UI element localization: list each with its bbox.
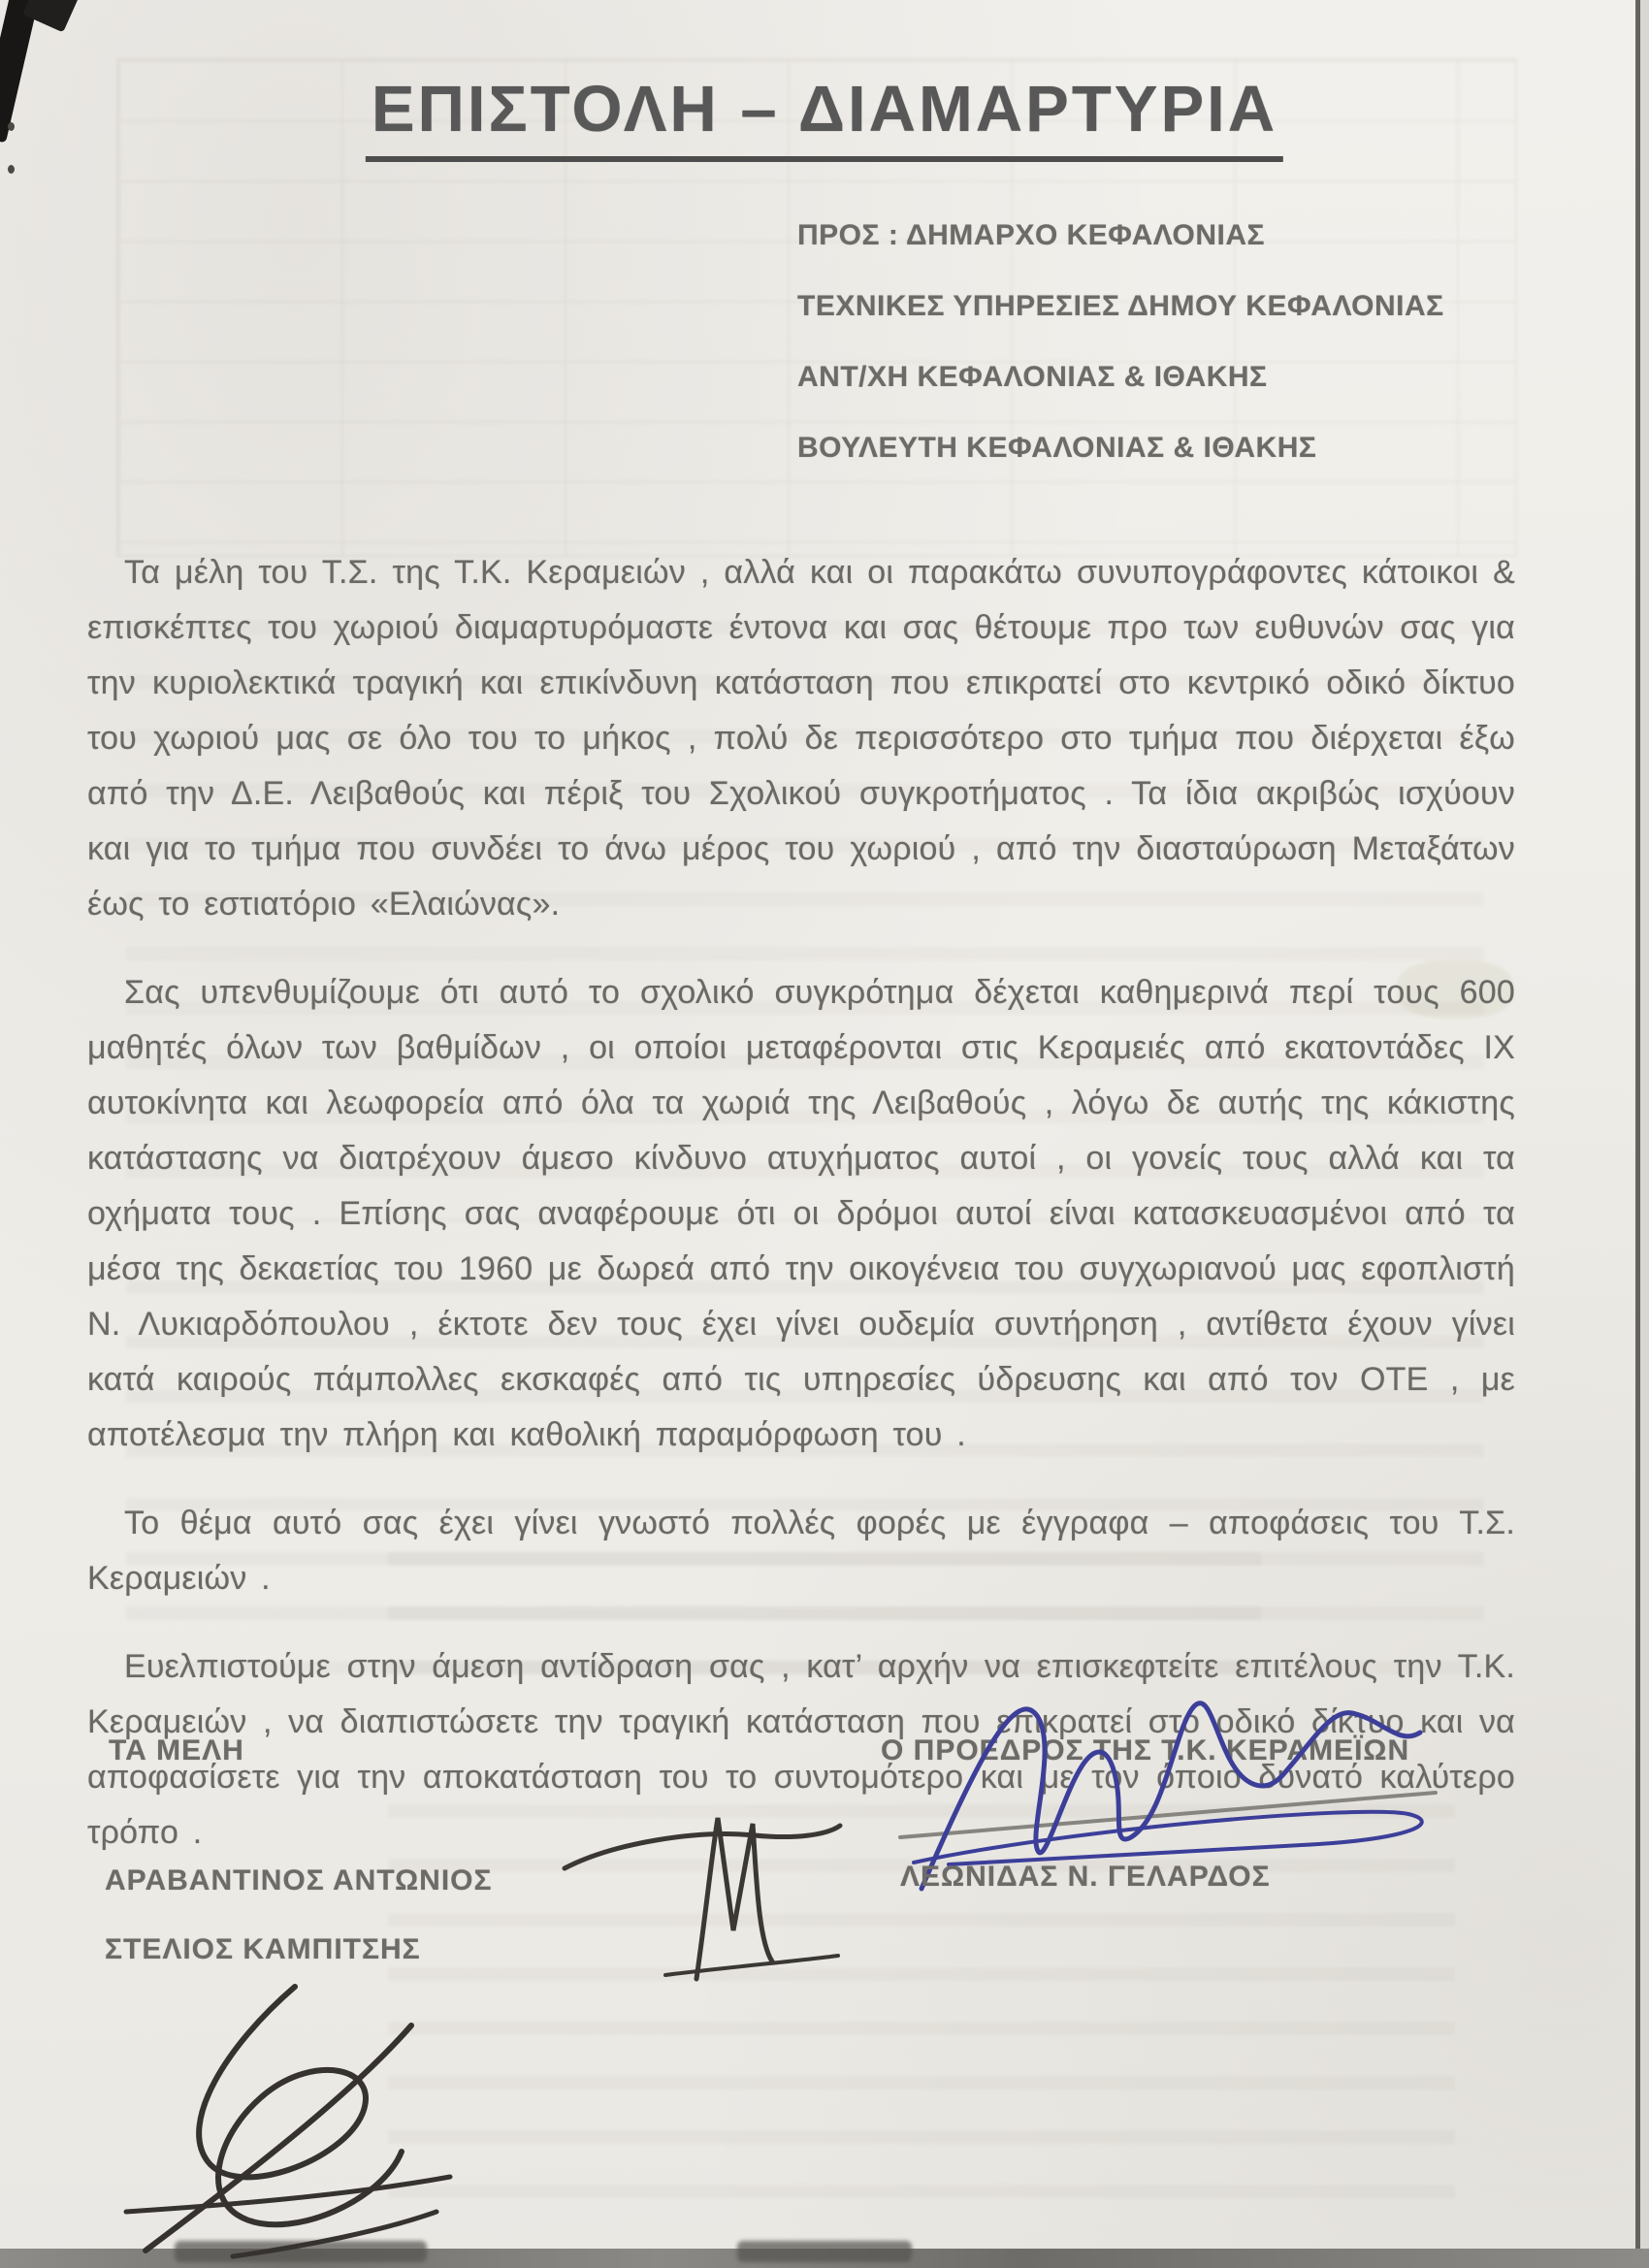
recipient-line-mayor: ΠΡΟΣ : ΔΗΜΑΡΧΟ ΚΕΦΑΛΟΝΙΑΣ (797, 219, 1265, 251)
letter-body (87, 545, 1515, 1894)
scan-ink-dot (8, 165, 15, 174)
member-signature-stelios (89, 1969, 487, 2265)
paragraph-3: Το θέμα αυτό σας έχει γίνει γνωστό πολλές φορές με έγγραφα – αποφάσεις του Τ.Σ. Κεραμειών . (87, 1505, 1515, 1597)
recipient-line-member-of-parliament: ΒΟΥΛΕΥΤΗ ΚΕΦΑΛΟΝΙΑΣ & ΙΘΑΚΗΣ (797, 432, 1317, 464)
president-heading: Ο ΠΡΟΕΔΡΟΣ ΤΗΣ Τ.Κ. ΚΕΡΑΜΕΪΩΝ (881, 1734, 1410, 1766)
paragraph-1: Τα μέλη του Τ.Σ. της Τ.Κ. Κεραμειών , αλλά και οι παρακάτω συνυπογράφοντες κάτοικοι & επισκέπτες του χωριού διαμαρτυρόμαστε έντονα και σας θέτουμε προ των ευθυνών σας για την κυριολεκτικά τραγική και επικίνδυνη κατάσταση που επικρατεί στο κεντρικό οδικό δίκτυο του χωριού μας σε όλο του το μήκος , πολύ δε περισσότερο στο τμήμα που διέρχεται έξω από την Δ.Ε. Λειβαθούς και πέριξ του Σχολικού συγκροτήματος . Τα ίδια ακριβώς ισχύουν και για το τμήμα που συνδέει το άνω μέρος του χωριού , από την διασταύρωση Μεταξάτων έως το εστιατόριο «Ελαιώνας». (87, 554, 1515, 923)
recipient-line-regional-governor: ΑΝΤ/ΧΗ ΚΕΦΑΛΟΝΙΑΣ & ΙΘΑΚΗΣ (797, 361, 1268, 393)
recipient-block (797, 219, 1444, 502)
member-name-kampitsis: ΣΤΕΛΙΟΣ ΚΑΜΠΙΤΣΗΣ (105, 1933, 421, 1965)
scan-corner-mark (0, 0, 40, 143)
paragraph-4: Ευελπιστούμε στην άμεση αντίδραση σας , κατ’ αρχήν να επισκεφτείτε επιτέλους την Τ.Κ. Κεραμειών , να διαπιστώσετε την τραγική κατάσταση που επικρατεί στο οδικό δίκτυο και να αποφασίσετε για την αποκατάσταση του το συντομότερο και με τον όποιο δυνατό καλύτερο τρόπο . (87, 1648, 1515, 1851)
scan-bottom-smudge (175, 2241, 427, 2262)
scan-edge-line (1635, 0, 1640, 2268)
letter-title: ΕΠΙΣΤΟΛΗ – ΔΙΑΜΑΡΤΥΡΙΑ (366, 72, 1283, 162)
paragraph-2: Σας υπενθυμίζουμε ότι αυτό το σχολικό συγκρότημα δέχεται καθημερινά περί τους 600 μαθητές όλων των βαθμίδων , οι οποίοι μεταφέρονται στις Κεραμειές από εκατοντάδες ΙΧ αυτοκίνητα και λεωφορεία από όλα τα χωριά της Λειβαθούς , λόγω δε αυτής της κάκιστης κατάστασης να διατρέχουν άμεσο κίνδυνο ατυχήματος αυτοί , οι γονείς τους αλλά και τα οχήματα τους . Επίσης σας αναφέρουμε ότι οι δρόμοι αυτοί είναι κατασκευασμένοι από τα μέσα της δεκαετίας του 1960 με δωρεά από την οικογένεια του συγχωριανού μας εφοπλιστή Ν. Λυκιαρδόπουλου , έκτοτε δεν τους έχει γίνει ουδεμία συντήρηση , αντίθετα έχουν γίνει κατά καιρούς πάμπολλες εκσκαφές από τις υπηρεσίες ύδρευσης και από τον ΟΤΕ , με αποτέλεσμα την πλήρη και καθολική παραμόρφωση του . (87, 974, 1515, 1453)
members-heading: ΤΑ ΜΕΛΗ (109, 1734, 244, 1766)
president-name-gelardos: ΛΕΩΝΙΔΑΣ Ν. ΓΕΛΑΡΔΟΣ (900, 1861, 1271, 1893)
member-name-aravantinos: ΑΡΑΒΑΝΤΙΝΟΣ ΑΝΤΩΝΙΟΣ (105, 1864, 493, 1896)
scan-ink-dot (8, 122, 15, 131)
scan-bottom-smudge (737, 2241, 912, 2262)
recipient-line-technical-services: ΤΕΧΝΙΚΕΣ ΥΠΗΡΕΣΙΕΣ ΔΗΜΟΥ ΚΕΦΑΛΟΝΙΑΣ (797, 290, 1444, 322)
